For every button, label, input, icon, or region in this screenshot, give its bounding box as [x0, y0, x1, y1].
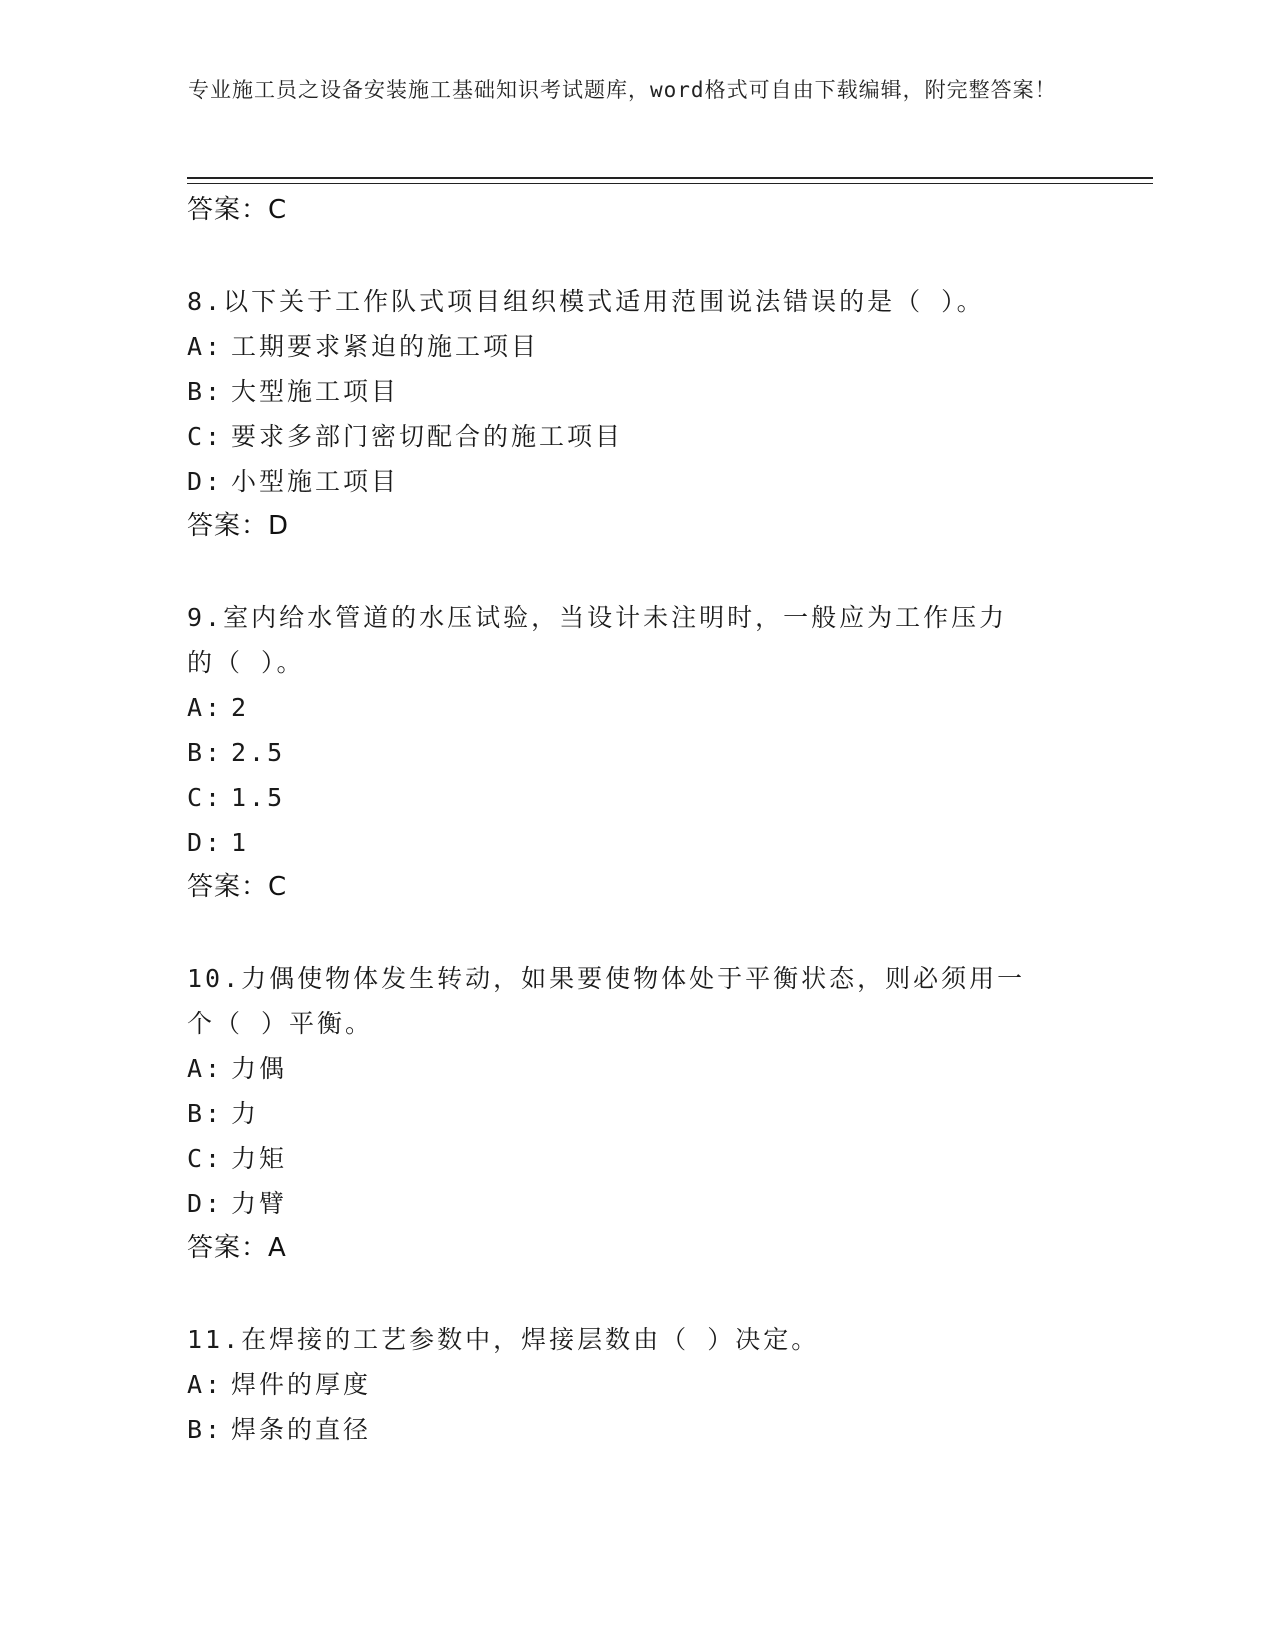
- question-stem: 8.以下关于工作队式项目组织模式适用范围说法错误的是（ ）。: [187, 287, 985, 316]
- option-text: 力臂: [231, 1189, 288, 1218]
- header-rule-thin: [187, 183, 1153, 184]
- option-d: [187, 459, 1087, 504]
- document-header: 专业施工员之设备安装施工基础知识考试题库，word格式可自由下载编辑，附完整答案！: [188, 78, 1057, 102]
- spacer: [187, 549, 1087, 595]
- question-stem: 9.室内给水管道的水压试验，当设计未注明时，一般应为工作压力的（ ）。: [187, 603, 1008, 677]
- option-text: 力矩: [231, 1144, 288, 1173]
- option-letter: C:: [187, 422, 224, 451]
- option-text: 要求多部门密切配合的施工项目: [231, 422, 624, 451]
- question-block: [187, 956, 1087, 1271]
- question-block: [187, 279, 1087, 549]
- option-letter: B:: [187, 377, 224, 406]
- option-letter: C:: [187, 783, 224, 812]
- answer-line: 答案：A: [187, 1233, 287, 1263]
- option-a: [187, 1046, 1087, 1091]
- spacer: [187, 233, 1087, 279]
- header-rule-thick: [187, 177, 1153, 179]
- option-text: 力: [231, 1099, 260, 1128]
- option-d: [187, 1181, 1087, 1226]
- question-list: [187, 188, 1087, 1452]
- option-letter: D:: [187, 1189, 224, 1218]
- option-a: [187, 1362, 1087, 1407]
- option-a: [187, 324, 1087, 369]
- option-d: [187, 820, 1087, 865]
- option-letter: B:: [187, 1415, 224, 1444]
- option-letter: A:: [187, 1370, 224, 1399]
- option-letter: B:: [187, 738, 224, 767]
- spacer: [187, 910, 1087, 956]
- option-letter: A:: [187, 693, 224, 722]
- option-c: [187, 1136, 1087, 1181]
- answer-line: 答案：C: [187, 195, 288, 225]
- option-text: 2.5: [231, 738, 286, 767]
- option-letter: C:: [187, 1144, 224, 1173]
- option-c: [187, 414, 1087, 459]
- option-text: 焊条的直径: [231, 1415, 372, 1444]
- question-stem: 10.力偶使物体发生转动，如果要使物体处于平衡状态，则必须用一个（ ）平衡。: [187, 964, 1026, 1038]
- question-block: [187, 595, 1087, 910]
- option-text: 工期要求紧迫的施工项目: [231, 332, 540, 361]
- option-b: [187, 1091, 1087, 1136]
- option-c: [187, 775, 1087, 820]
- option-text: 小型施工项目: [231, 467, 400, 496]
- option-letter: D:: [187, 467, 224, 496]
- option-letter: B:: [187, 1099, 224, 1128]
- question-block: [187, 1317, 1087, 1452]
- option-b: [187, 1407, 1087, 1452]
- option-letter: D:: [187, 828, 224, 857]
- answer-line: 答案：D: [187, 511, 290, 541]
- option-text: 1.5: [231, 783, 286, 812]
- option-text: 焊件的厚度: [231, 1370, 372, 1399]
- option-b: [187, 730, 1087, 775]
- option-letter: A:: [187, 1054, 224, 1083]
- answer-line: 答案：C: [187, 872, 288, 902]
- question-stem: 11.在焊接的工艺参数中，焊接层数由（ ）决定。: [187, 1325, 820, 1354]
- option-a: [187, 685, 1087, 730]
- option-text: 力偶: [231, 1054, 288, 1083]
- option-text: 大型施工项目: [231, 377, 400, 406]
- option-letter: A:: [187, 332, 224, 361]
- spacer: [187, 1271, 1087, 1317]
- option-text: 1: [231, 828, 250, 857]
- option-b: [187, 369, 1087, 414]
- option-text: 2: [231, 693, 250, 722]
